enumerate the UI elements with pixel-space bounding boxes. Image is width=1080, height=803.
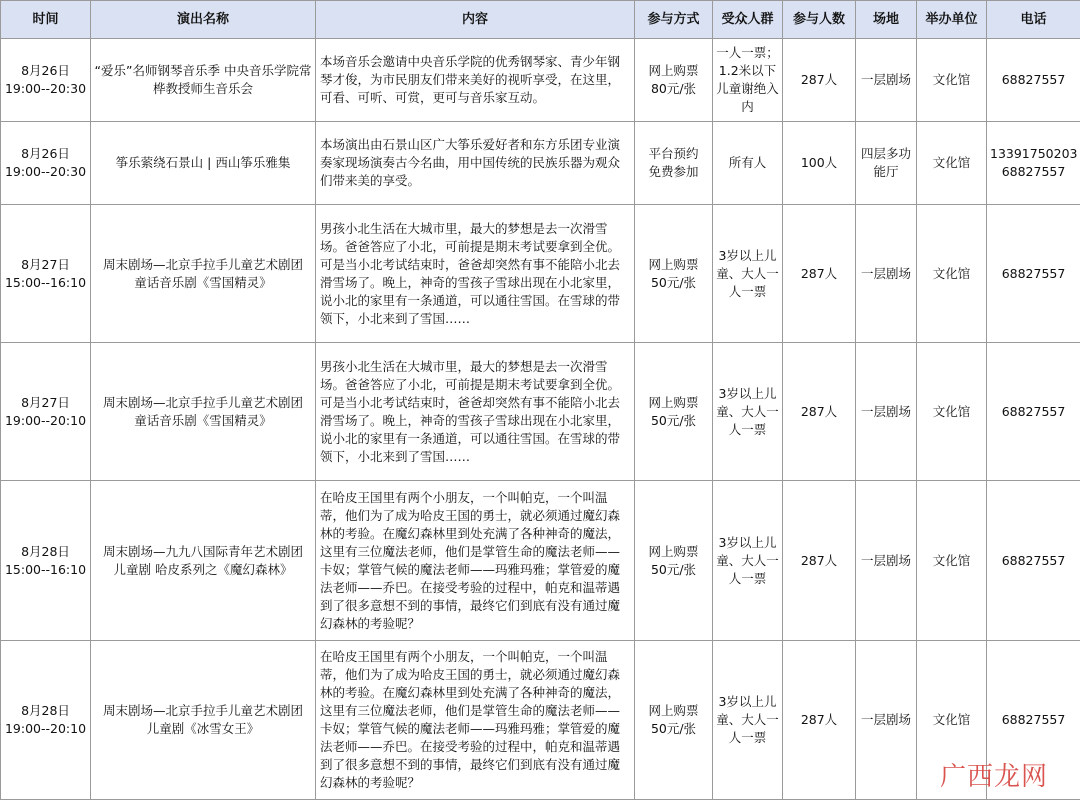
cell-venue: 一层剧场 — [856, 641, 917, 800]
cell-time: 8月27日 15:00--16:10 — [1, 205, 91, 343]
cell-count: 287人 — [783, 39, 856, 122]
cell-content: 在哈皮王国里有两个小朋友，一个叫帕克，一个叫温蒂，他们为了成为哈皮王国的勇士，就必须通过魔幻森林的考验。在魔幻森林里到处充满了各种神奇的魔法，这里有三位魔法老师，他们是掌管生命的魔法老师——卡奴；掌管气候的魔法老师——玛雅玛雅；掌管爱的魔法老师——乔巴。在接受考验的过程中，帕克和温蒂遇到了很多意想不到的事情，最终它们到底有没有通过魔幻森林的考验呢？ — [316, 641, 635, 800]
cell-method: 网上购票 50元/张 — [635, 343, 713, 481]
watermark: 广西龙网 — [939, 762, 1048, 792]
cell-time: 8月26日 19:00--20:30 — [1, 122, 91, 205]
cell-organizer: 文化馆 — [917, 205, 987, 343]
cell-audience: 3岁以上儿童、大人一人一票 — [713, 481, 783, 641]
table-row — [1, 641, 1080, 800]
cell-venue: 一层剧场 — [856, 481, 917, 641]
cell-count: 287人 — [783, 481, 856, 641]
cell-phone: 68827557 — [987, 343, 1080, 481]
cell-name: 筝乐萦绕石景山 | 西山筝乐雅集 — [91, 122, 316, 205]
cell-content: 男孩小北生活在大城市里，最大的梦想是去一次滑雪场。爸爸答应了小北，可前提是期末考试要拿到全优。可是当小北考试结束时，爸爸却突然有事不能陪小北去滑雪场了。晚上，神奇的雪孩子雪球出现在小北家里，说小北的家里有一条通道，可以通往雪国。在雪球的带领下，小北来到了雪国…… — [316, 205, 635, 343]
cell-audience: 所有人 — [713, 122, 783, 205]
table-row — [1, 122, 1080, 205]
table-row — [1, 39, 1080, 122]
cell-organizer: 文化馆 — [917, 641, 987, 800]
header-audience: 受众人群 — [713, 1, 783, 39]
cell-count: 287人 — [783, 343, 856, 481]
header-time: 时间 — [1, 1, 91, 39]
header-count: 参与人数 — [783, 1, 856, 39]
cell-count: 100人 — [783, 122, 856, 205]
cell-method: 网上购票 50元/张 — [635, 481, 713, 641]
cell-content: 本场音乐会邀请中央音乐学院的优秀钢琴家、青少年钢琴才俊，为市民朋友们带来美好的视听享受，在这里，可看、可听、可赏，更可与音乐家互动。 — [316, 39, 635, 122]
cell-organizer: 文化馆 — [917, 39, 987, 122]
cell-time: 8月28日 15:00--16:10 — [1, 481, 91, 641]
cell-organizer: 文化馆 — [917, 481, 987, 641]
cell-method: 网上购票 50元/张 — [635, 205, 713, 343]
cell-count: 287人 — [783, 641, 856, 800]
cell-audience: 一人一票；1.2米以下儿童谢绝入内 — [713, 39, 783, 122]
cell-phone: 68827557 — [987, 641, 1080, 800]
cell-phone: 68827557 — [987, 481, 1080, 641]
cell-name: 周末剧场—北京手拉手儿童艺术剧团 童话音乐剧《雪国精灵》 — [91, 343, 316, 481]
cell-venue: 一层剧场 — [856, 343, 917, 481]
cell-phone: 68827557 — [987, 39, 1080, 122]
cell-venue: 一层剧场 — [856, 205, 917, 343]
header-venue: 场地 — [856, 1, 917, 39]
cell-audience: 3岁以上儿童、大人一人一票 — [713, 343, 783, 481]
table-row — [1, 205, 1080, 343]
header-name: 演出名称 — [91, 1, 316, 39]
cell-content: 在哈皮王国里有两个小朋友，一个叫帕克，一个叫温蒂，他们为了成为哈皮王国的勇士，就必须通过魔幻森林的考验。在魔幻森林里到处充满了各种神奇的魔法，这里有三位魔法老师，他们是掌管生命的魔法老师——卡奴；掌管气候的魔法老师——玛雅玛雅；掌管爱的魔法老师——乔巴。在接受考验的过程中，帕克和温蒂遇到了很多意想不到的事情，最终它们到底有没有通过魔幻森林的考验呢？ — [316, 481, 635, 641]
cell-time: 8月26日 19:00--20:30 — [1, 39, 91, 122]
cell-name: 周末剧场—九九八国际青年艺术剧团 儿童剧 哈皮系列之《魔幻森林》 — [91, 481, 316, 641]
cell-organizer: 文化馆 — [917, 343, 987, 481]
cell-audience: 3岁以上儿童、大人一人一票 — [713, 641, 783, 800]
table-row — [1, 481, 1080, 641]
cell-method: 网上购票 50元/张 — [635, 641, 713, 800]
cell-phone: 13391750203 68827557 — [987, 122, 1080, 205]
header-method: 参与方式 — [635, 1, 713, 39]
header-organizer: 举办单位 — [917, 1, 987, 39]
cell-time: 8月27日 19:00--20:10 — [1, 343, 91, 481]
cell-content: 男孩小北生活在大城市里，最大的梦想是去一次滑雪场。爸爸答应了小北，可前提是期末考试要拿到全优。可是当小北考试结束时，爸爸却突然有事不能陪小北去滑雪场了。晚上，神奇的雪孩子雪球出现在小北家里，说小北的家里有一条通道，可以通往雪国。在雪球的带领下，小北来到了雪国…… — [316, 343, 635, 481]
cell-time: 8月28日 19:00--20:10 — [1, 641, 91, 800]
cell-name: 周末剧场—北京手拉手儿童艺术剧团 童话音乐剧《雪国精灵》 — [91, 205, 316, 343]
cell-name: “爱乐”名师钢琴音乐季 中央音乐学院常桦教授师生音乐会 — [91, 39, 316, 122]
header-content: 内容 — [316, 1, 635, 39]
header-row — [1, 1, 1080, 39]
cell-phone: 68827557 — [987, 205, 1080, 343]
cell-venue: 一层剧场 — [856, 39, 917, 122]
cell-audience: 3岁以上儿童、大人一人一票 — [713, 205, 783, 343]
cell-count: 287人 — [783, 205, 856, 343]
cell-venue: 四层多功能厅 — [856, 122, 917, 205]
cell-name: 周末剧场—北京手拉手儿童艺术剧团 儿童剧《冰雪女王》 — [91, 641, 316, 800]
cell-method: 网上购票 80元/张 — [635, 39, 713, 122]
cell-content: 本场演出由石景山区广大筝乐爱好者和东方乐团专业演奏家现场演奏古今名曲，用中国传统的民族乐器为观众们带来美的享受。 — [316, 122, 635, 205]
table-row — [1, 343, 1080, 481]
cell-method: 平台预约 免费参加 — [635, 122, 713, 205]
cell-organizer: 文化馆 — [917, 122, 987, 205]
header-phone: 电话 — [987, 1, 1080, 39]
